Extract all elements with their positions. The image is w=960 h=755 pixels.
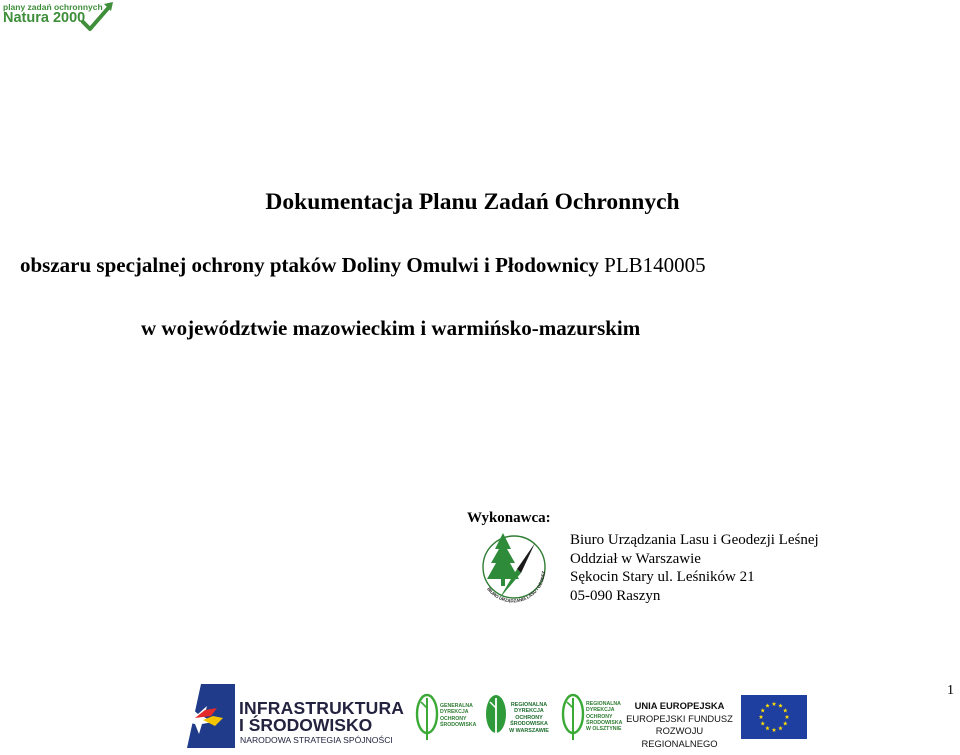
rdos-line: OCHRONY — [586, 713, 613, 720]
bulgl-ring-text: BIURO URZĄDZANIA LASU I GEODEZ — [486, 570, 547, 604]
rdos-line: W OLSZTYNIE — [586, 726, 622, 733]
gdos-logo — [415, 692, 475, 744]
document-title: Dokumentacja Planu Zadań Ochronnych — [265, 189, 680, 215]
rdos-line: DYREKCJA — [586, 707, 615, 714]
poiis-line3: NARODOWA STRATEGIA SPÓJNOŚCI — [240, 735, 393, 745]
eu-fund-text — [622, 700, 737, 750]
document-subtitle — [20, 253, 706, 278]
contractor-line: Biuro Urządzania Lasu i Geodezji Leśnej — [570, 532, 819, 548]
natura-2000-logo — [2, 0, 120, 34]
contractor-line: Oddział w Warszawie — [570, 550, 701, 567]
rdos-olsztyn-logo — [561, 692, 621, 744]
leaf-icon — [561, 692, 585, 742]
leaf-icon — [484, 692, 508, 742]
rdos-line: OCHRONY — [515, 714, 543, 721]
poiis-line2: I ŚRODOWISKO — [239, 715, 373, 735]
contractor-address — [570, 531, 819, 605]
rdos-warszawa-text — [506, 702, 552, 734]
poiis-star-icon — [183, 684, 235, 748]
rdos-line: W WARSZAWIE — [509, 727, 549, 734]
gdos-line: OCHRONY — [440, 715, 467, 722]
rdos-warszawa-logo — [484, 692, 554, 744]
rdos-line: DYREKCJA — [514, 708, 544, 715]
document-region: w województwie mazowieckim i warmińsko-mazurskim — [141, 316, 641, 340]
rdos-line: ŚRODOWISKA — [510, 721, 548, 728]
eu-line: EUROPEJSKI FUNDUSZ — [626, 712, 733, 724]
rdos-line: REGIONALNA — [586, 701, 621, 707]
svg-text:BIURO URZĄDZANIA LASU I GEODEZ — [477, 527, 546, 603]
contractor-line: 05-090 Raszyn — [570, 587, 661, 604]
rdos-line: ŚRODOWISKA — [586, 719, 623, 726]
gdos-line: DYREKCJA — [440, 709, 469, 716]
bulgl-tree-compass-icon — [477, 527, 551, 607]
poiis-logo — [183, 684, 405, 750]
poiis-line1: INFRASTRUKTURA — [239, 698, 405, 718]
natura-logo-name: Natura 2000 — [3, 10, 86, 26]
gdos-line: ŚRODOWISKA — [440, 721, 477, 728]
leaf-icon — [415, 692, 439, 742]
eu-flag-svg — [741, 695, 807, 739]
bulgl-logo — [477, 527, 551, 607]
site-code: PLB140005 — [604, 253, 706, 277]
green-checkmark-arrow-icon — [80, 0, 116, 32]
subtitle-text: obszaru specjalnej ochrony ptaków Doliny Omulwi i Płodownicy — [20, 253, 605, 277]
eu-line: ROZWOJU REGIONALNEGO — [641, 725, 718, 749]
gdos-text — [440, 703, 476, 728]
eu-line: UNIA EUROPEJSKA — [634, 700, 725, 711]
contractor-label: Wykonawca: — [467, 510, 551, 526]
eu-flag-icon — [741, 695, 807, 739]
natura-logo-tagline: plany zadań ochronnych — [3, 2, 103, 12]
contractor-line: Sękocin Stary ul. Leśników 21 — [570, 569, 755, 585]
rdos-line: REGIONALNA — [510, 702, 548, 708]
rdos-olsztyn-text — [586, 701, 622, 732]
gdos-line: GENERALNA — [440, 703, 473, 709]
page-number: 1 — [947, 683, 954, 698]
